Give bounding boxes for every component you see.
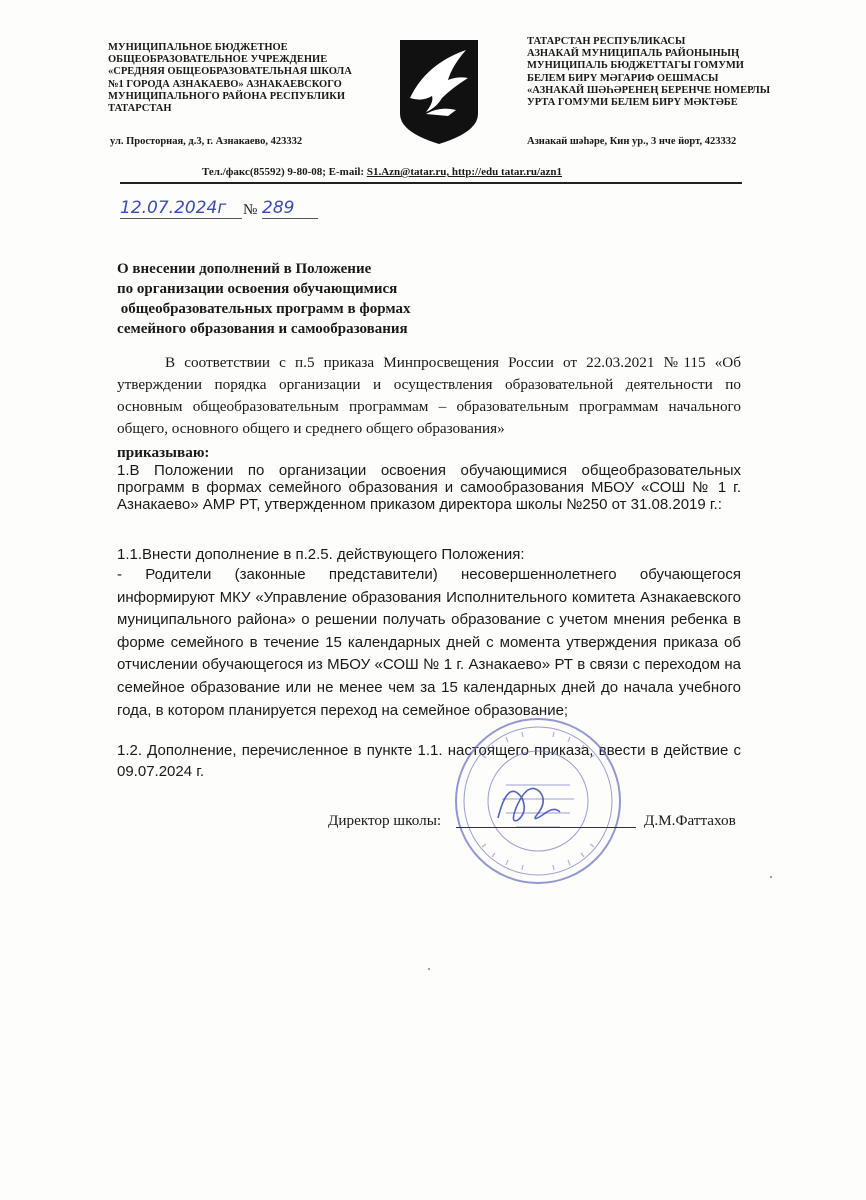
- header-divider: [120, 182, 742, 184]
- header-right-line: АЗНАКАЙ МУНИЦИПАЛЬ РАЙОНЫНЫҢ: [527, 48, 740, 60]
- scan-speck: [428, 968, 430, 970]
- title-line: О внесении дополнений в Положение: [117, 261, 372, 277]
- director-name: Д.М.Фаттахов: [644, 812, 736, 829]
- header-right-line: «АЗНАКАЙ ШӘҺӘРЕНЕҢ БЕРЕНЧЕ НОМЕРЛЫ: [527, 84, 771, 96]
- scan-speck: [770, 876, 772, 878]
- title-line: по организации освоения обучающимися: [117, 281, 398, 297]
- header-left-org-name: [108, 42, 398, 115]
- header-left-line: «СРЕДНЯЯ ОБЩЕОБРАЗОВАТЕЛЬНАЯ ШКОЛА: [108, 66, 352, 78]
- header-right-line: ТАТАРСТАН РЕСПУБЛИКАСЫ: [527, 36, 686, 47]
- header-right-line: МУНИЦИПАЛЬ БЮДЖЕТТАГЫ ГОМУМИ: [527, 60, 744, 72]
- header-left-line: МУНИЦИПАЛЬНОЕ БЮДЖЕТНОЕ: [108, 42, 288, 53]
- eagle-emblem-icon: [396, 36, 482, 146]
- header-left-line: МУНИЦИПАЛЬНОГО РАЙОНА РЕСПУБЛИКИ: [108, 90, 346, 102]
- order-number-sign: №: [243, 202, 258, 218]
- clause-1-paragraph: 1.В Положении по организации освоения обучающимися общеобразовательных программ в формах семейного образования и самообразования МБОУ «СОШ № 1 г. Азнакаево» АМР РТ, утвержденном приказом директора школы №250 от 31.08.2019 г.:: [117, 462, 741, 513]
- address-right: Азнакай шәһәре, Кин ур., 3 нче йорт, 423332: [527, 136, 737, 147]
- order-number: 289: [262, 198, 318, 219]
- header-right-org-name: [527, 36, 827, 109]
- header-right-line: БЕЛЕМ БИРҮ МӘГАРИФ ОЕШМАСЫ: [527, 72, 719, 84]
- document-title: [117, 259, 410, 339]
- contact-links[interactable]: S1.Azn@tatar.ru, http://edu tatar.ru/azn1: [366, 166, 563, 178]
- address-left: ул. Просторная, д.3, г. Азнакаево, 423332: [110, 136, 303, 147]
- clause-1-2-paragraph: 1.2. Дополнение, перечисленное в пункте 1.1. настоящего приказа, ввести в действие с 09.07.2024 г.: [117, 742, 741, 780]
- header-left-line: ОБЩЕОБРАЗОВАТЕЛЬНОЕ УЧРЕЖДЕНИЕ: [108, 54, 328, 66]
- signature-label: Директор школы:: [328, 812, 442, 829]
- order-word: приказываю:: [117, 444, 210, 461]
- contact-line: [202, 166, 562, 178]
- clause-1-1-paragraph: 1.1.Внести дополнение в п.2.5. действующего Положения:: [117, 546, 525, 563]
- amendment-text-paragraph: - Родители (законные представители) несовершеннолетнего обучающегося информируют МКУ «Управление образования Исполнительного комитета Азнакаевского муниципального района» о решении получать образование с учетом мнения ребенка в форме семейного в течение 15 календарных дней с момента утверждения приказа об отчислении обучающегося из МБОУ «СОШ № 1 г. Азнакаево» РТ в связи с переходом на семейное образование или не менее чем за 15 календарных дней до начала учебного года, в котором планируется переход на семейное образование;: [117, 566, 741, 719]
- title-line: семейного образования и самообразования: [117, 321, 408, 337]
- contact-prefix: Тел./факс(85592) 9-80-08; E-mail:: [202, 166, 367, 178]
- signature-line: [456, 827, 636, 828]
- title-line: общеобразовательных программ в формах: [117, 301, 411, 317]
- order-date: 12.07.2024г: [120, 198, 242, 219]
- header-right-line: УРТА ГОМУМИ БЕЛЕМ БИРҮ МӘКТӘБЕ: [527, 97, 738, 109]
- preamble-paragraph: В соответствии с п.5 приказа Минпросвещения России от 22.03.2021 №115 «Об утверждении порядка организации и осуществления образовательной деятельности по основным общеобразовательным программам – образовательным программам начального общего, основного общего и среднего общего образования»: [117, 354, 741, 437]
- header-left-line: №1 ГОРОДА АЗНАКАЕВО» АЗНАКАЕВСКОГО: [108, 78, 342, 90]
- header-left-line: ТАТАРСТАН: [108, 103, 172, 115]
